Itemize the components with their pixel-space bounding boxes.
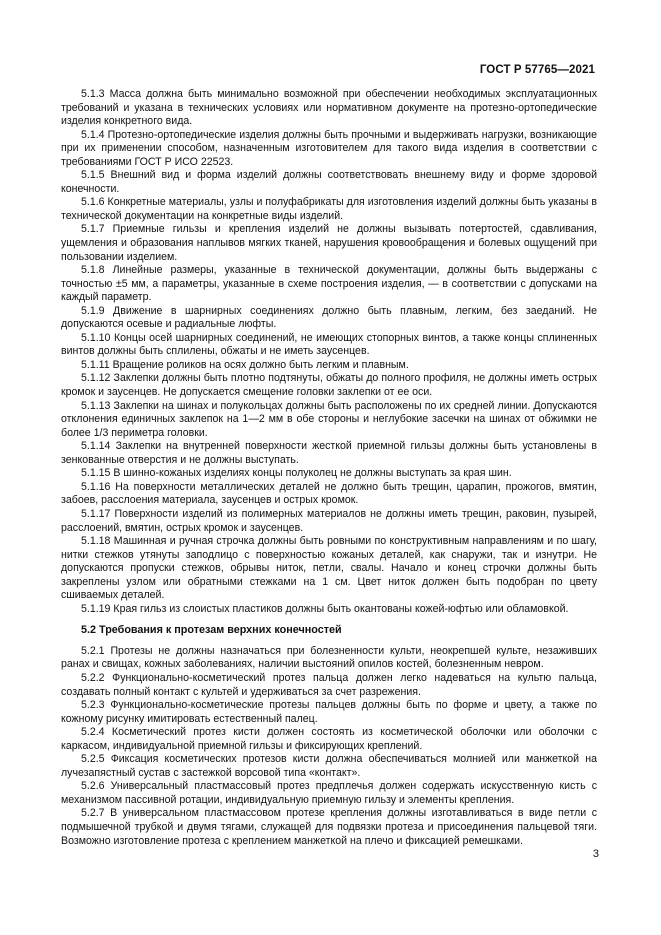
paragraph-5-2-2: 5.2.2 Функционально-косметический протез пальца должен легко надеваться на культю пальца, создавать полный контакт с культей и удерживаться за счет разрежения. <box>61 671 597 698</box>
paragraph-5-1-4: 5.1.4 Протезно-ортопедические изделия должны быть прочными и выдерживать нагрузки, возникающие при их применении способом, назначенным изготовителем для такого вида изделия в соответствии с требованиями ГОСТ Р ИСО 22523. <box>61 128 597 168</box>
document-body <box>61 88 597 848</box>
paragraph-5-2-7: 5.2.7 В универсальном пластмассовом протезе крепления должны изготавливаться в виде петли с подмышечной трубкой и двумя тягами, служащей для подвязки протеза и присоединения пальцевой тяги. Возможно изготовление протеза с креплением манжеткой на плечо и фиксацией ремешками. <box>61 807 597 847</box>
paragraph-5-1-19: 5.1.19 Края гильз из слоистых пластиков должны быть окантованы кожей-юфтью или обламовкой. <box>81 602 569 615</box>
paragraph-5-2-4: 5.2.4 Косметический протез кисти должен состоять из косметической оболочки или оболочки с каркасом, индивидуальной приемной гильзы и фиксирующих креплений. <box>61 726 597 752</box>
paragraph-5-1-9: 5.1.9 Движение в шарнирных соединениях должно быть плавным, легким, без заеданий. Не допускаются осевые и радиальные люфты. <box>61 304 597 331</box>
paragraph-5-2-6: 5.2.6 Универсальный пластмассовый протез предплечья должен содержать искусственную кисть с механизмом пассивной ротации, индивидуальную приемную гильзу и элементы крепления. <box>61 780 597 806</box>
paragraph-5-1-15: 5.1.15 В шинно-кожаных изделиях концы полуколец не должны выступать за края шин. <box>81 467 512 480</box>
paragraph-5-1-12: 5.1.12 Заклепки должны быть плотно подтянуты, обжаты до полного профиля, не должны иметь острых кромок и заусенцев. Не допускается смещение головки заклепки от ее оси. <box>61 372 597 399</box>
paragraph-5-1-3: 5.1.3 Масса должна быть минимально возможной при обеспечении необходимых эксплуатационных требований и указана в технических условиях или нормативном документе на протезно-ортопедические изделия конкретного вида. <box>61 88 597 128</box>
paragraph-5-1-10: 5.1.10 Концы осей шарнирных соединений, не имеющих стопорных винтов, а также концы сплиненных винтов должны быть сплилены, обжаты и не иметь заусенцев. <box>61 331 597 358</box>
paragraph-5-1-16: 5.1.16 На поверхности металлических деталей не должно быть трещин, царапин, прожогов, вмятин, забоев, расслоения материала, заусенцев и острых кромок. <box>61 480 597 507</box>
standard-designation: ГОСТ Р 57765—2021 <box>479 64 595 76</box>
page-number: 3 <box>592 848 599 860</box>
paragraph-5-1-6: 5.1.6 Конкретные материалы, узлы и полуфабрикаты для изготовления изделий должны быть указаны в технической документации на конкретные виды изделий. <box>61 196 597 222</box>
paragraph-5-1-14: 5.1.14 Заклепки на внутренней поверхности жесткой приемной гильзы должны быть установлены в зенкованные отверстия и не должны выступать. <box>61 440 597 466</box>
paragraph-5-1-8: 5.1.8 Линейные размеры, указанные в технической документации, должны быть выдержаны с точностью ±5 мм, а параметры, указанные в схеме построения изделия, — в соответствии с допусками на каждый параметр. <box>61 264 597 304</box>
paragraph-5-2-1: 5.2.1 Протезы не должны назначаться при болезненности культи, неокрепшей культе, незаживших ранах и свищах, кожных заболеваниях, наличии выстояний опилов костей, болезненным невром. <box>61 644 597 671</box>
paragraph-5-1-5: 5.1.5 Внешний вид и форма изделий должны соответствовать внешнему виду и форме здоровой конечности. <box>61 169 597 195</box>
paragraph-5-1-17: 5.1.17 Поверхности изделий из полимерных материалов не должны иметь трещин, раковин, пузырей, расслоений, вмятин, острых кромок и заусенцев. <box>61 507 597 534</box>
paragraph-5-1-18: 5.1.18 Машинная и ручная строчка должны быть ровными по конструктивным направлениям и по шагу, нитки стежков утянуты заподлицо с поверхностью кожаных деталей, как снаружи, так и изнутри. Не допускаются пропуски стежков, обрывы ниток, петли, свалы. Начало и конец строчки должны быть закреплены узлом или обратными стежками на 1 см. Цвет ниток должен быть подобран по цвету сшиваемых деталей. <box>61 535 597 602</box>
section-heading-5-2: 5.2 Требования к протезам верхних конечностей <box>81 624 342 637</box>
paragraph-5-1-7: 5.1.7 Приемные гильзы и крепления изделий не должны вызывать потертостей, сдавливания, ущемления и образования наплывов мягких тканей, нарушения кровообращения и болевых ощущений при пользовании изделием. <box>61 223 597 263</box>
paragraph-5-2-5: 5.2.5 Фиксация косметических протезов кисти должна обеспечиваться молнией или манжеткой на лучезапястный сустав с застежкой ворсовой типа «контакт». <box>61 753 597 779</box>
paragraph-5-1-11: 5.1.11 Вращение роликов на осях должно быть легким и плавным. <box>81 358 409 371</box>
paragraph-5-1-13: 5.1.13 Заклепки на шинах и полукольцах должны быть расположены по их средней линии. Допускаются отклонения единичных заклепок на 1—2 мм в обе стороны и неглубокие засечки на шинах от обжимки не более 1/3 периметра головки. <box>61 399 597 439</box>
paragraph-5-2-3: 5.2.3 Функционально-косметические протезы пальцев должны быть по форме и цвету, а также по кожному рисунку имитировать естественный палец. <box>61 699 597 725</box>
